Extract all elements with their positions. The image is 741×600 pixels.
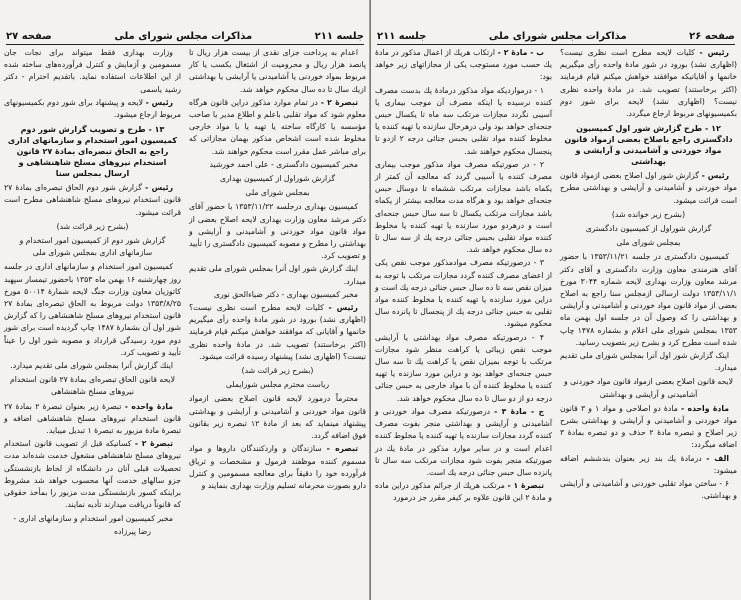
paragraph xyxy=(375,257,552,330)
block-text: اینک گزارش شور اول آنرا بمجلس شورای ملی تقدیم میدارد. xyxy=(560,351,737,373)
block-text: ریاست محترم مجلس شورایملی xyxy=(225,380,330,390)
block-text: کلیات لایحه مطرح است نظری نیست؟ (اظهاری نشد) بورود در شور مادهٔ واحده رأی میگیریم خانمها و آقایانیکه موافقند خواهش میکنم قیام فرمایند (اکثر برخاستند) تصویب شد. در مادهٔ واحده نظری نیست؟ (اظهاری نشد) لایحه برای شور دوم بکمیسیونهای مربوط ارجاع میگردد. xyxy=(560,48,737,119)
page-27 xyxy=(0,0,370,600)
block-text: گزارش شور دوم از کمیسیون امور استخدام و سازمانهای اداری بمجلس شورای ملی xyxy=(19,236,166,258)
block-text: ۱۲ - طرح گزارش شور اول کمیسیون دادگستری راجع باصلاح بعضی ازمواد قانون مواد خوردنی و آشامیدنی و آرایشی و بهداشتی xyxy=(564,124,733,167)
block-text: گزارش شور دوم الحاق تبصره‌ای بمادهٔ ۲۷ قانون استخدام نیروهای مسلح شاهنشاهی مطرح است قرائت میشود. xyxy=(4,183,181,217)
block-text: ۲ - در صورتیکه مصرف مواد مذکور موجب بیماری مصرف کننده یا آسیبی گردد که معالجه آن کمتر از یکماه باشد مجازات مرتکب ششماه تا دوسال حبس جنحه‌ای خواهد بود و هرگاه مدت معالجه بیشتر از یکماه باشد مجازات مرتکب یکسال تا سه سال حبس جنحه‌ای است و درهردو مورد سازنده یا تهیه کننده یا مخلوط کننده مواد تقلبی بحبس جنائی درجه یك از سه سال تا ده سال محکوم خواهد شد. xyxy=(375,159,552,255)
page-header xyxy=(377,26,735,45)
speaker-or-clause-label: مادهٔ واحده - xyxy=(680,403,729,413)
page-number: صفحه ۲۶ xyxy=(689,31,735,42)
centered-caption xyxy=(4,221,181,233)
paragraph xyxy=(4,261,181,359)
paragraph xyxy=(4,47,181,96)
centered-caption xyxy=(189,187,366,199)
block-text: (بشرح زیر خوانده شد) xyxy=(611,209,686,219)
block-text: درمادهٔ یك بند زیر بعنوان بندششم اضافه میشود: xyxy=(560,453,737,475)
centered-caption xyxy=(560,223,737,235)
speaker-or-clause-label: تبصرهٔ ۲ - xyxy=(134,439,173,449)
block-text: سازندگان و واردکنندگان داروها و مواد مسموم کننده موظفند فرمول و مشخصات و تریاق فرآورده خود را دقیقاً برای معالجه مسمومین و کنترل دارو بصورت محرمانه تسلیم وزارت بهداری بنمایند و xyxy=(189,444,366,490)
block-text: درصورتیکه مصرف مواد خوردنی و آشامیدنی و آرایشی و بهداشتی منجر بفوت مصرف کننده گردد مجازات سازنده یا تهیه کننده یا مخلوط کننده اعدام است و در سایر موارد مذکور در مادهٔ یك در صورتیکه منجر بفوت شود مجازات مرتکب سه سال تا پانزده سال حبس جنائی درجه یك است. xyxy=(375,406,552,477)
speaker-or-clause-label: مادهٔ واحده - xyxy=(124,401,173,411)
page-26 xyxy=(371,0,741,600)
block-text: اینك گزارش آنرا بمجلس شورای ملی تقدیم میدارد. xyxy=(10,361,173,371)
speaker-or-clause-label: تبصره - xyxy=(326,444,358,454)
block-text: گزارش شوراول از کمیسیون بهداری xyxy=(219,174,336,184)
paragraph xyxy=(4,438,181,511)
block-text: رضا پیرزاده xyxy=(113,526,151,536)
centered-caption xyxy=(189,379,366,391)
block-text: (بشرح زیر قرائت شد) xyxy=(241,366,314,376)
paragraph xyxy=(189,289,366,301)
session-number: جلسه ۲۱۱ xyxy=(314,31,364,42)
section-heading xyxy=(7,124,178,179)
paragraph xyxy=(189,201,366,262)
block-text: تبصرهٔ زیر بعنوان تبصرهٔ ۲ بمادهٔ ۲۷ قانون استخدام نیروهای مسلح شاهنشاهی اضافه و تبصرهٔ مادهٔ مزبور به تبصرهٔ ۱ تبدیل میباید. xyxy=(4,401,181,436)
paragraph xyxy=(375,47,552,84)
running-title: مذاکرات مجلس شورای ملی xyxy=(114,31,253,42)
section-heading xyxy=(563,123,734,167)
speaker-or-clause-label: تبصرهٔ ۲ - xyxy=(320,97,358,107)
centered-caption xyxy=(560,237,737,249)
centered-caption xyxy=(189,173,366,185)
paragraph xyxy=(189,263,366,287)
block-text: کلیات لایحه مطرح است نظری نیست؟ (اظهاری نشد) بورود در شور مادهٔ واحده رأی میگیریم خانمها و آقایانی که موافقند خواهش میکنم قیام فرمایند (اکثر برخاستند) تصویب شد. در مادهٔ واحده نظری نیست؟ (اظهاری نشد) پیشنهاد رسیده قرائت میشود. xyxy=(189,303,366,361)
block-text: مخبر کمیسیون دادگستری - علی احمد خورشید xyxy=(209,159,358,169)
block-text: وزارت بهداری فقط میتواند برای نجات جان مسمومین و آزمایش و کنترل فرآورده‌های ساخته شده از این اطلاعات استفاده نماید. باتقدیم احترام - دکتر رشید یاسمی xyxy=(4,48,181,94)
block-text: ۶ - ساختن مواد تقلبی خوردنی و آشامیدنی و آرایشی و بهداشتی. xyxy=(560,479,737,501)
paragraph xyxy=(189,159,366,171)
block-text: لایحه قانون اصلاح بعضی ازمواد قانون مواد خوردنی و آشامیدنی و آرایشی و بهداشتی xyxy=(563,377,734,399)
paragraph xyxy=(560,251,737,349)
speaker-or-clause-label: رئیس - xyxy=(328,303,358,313)
paragraph xyxy=(4,360,181,372)
block-text: کمیسیون بهداری درجلسه ۱۳۵۳/۱۱/۲۲ با حضور آقای دکتر مرشد معاون وزارت بهداری لایحه اصلاح بعضی از مواد قانون مواد خوردنی و آشامیدنی و آرایشی و بهداشتی را مطرح و مصوبه کمیسیون دادگستری را تأیید و تصویب کرد. xyxy=(189,202,366,261)
block-text: کمیسیون دادگستری در جلسه ۱۳۵۳/۱۱/۲۱ با حضور آقای هنرمندی معاون وزارت دادگستری و آقای دکتر مرشد معاون وزارت بهداری لایحه شماره ۳۰۴۴ مورخ ۱۳۵۳/۱۱/۱ دولت ارسالی ازمجلس سنا راجع به اصلاح بعضی از مواد قانون مواد خوردنی و آشامیدنی و آرایشی و بهداشتی را که وصول آن در جلسه اول بهمن ماه ۱۳۵۳ بمجلس شورای ملی اعلام و بشماره ۱۴۷۸ چاپ شده است مطرح کرد و بشرح زیر بتصویب رسانید. xyxy=(560,252,737,347)
paragraph xyxy=(560,453,737,477)
centered-caption xyxy=(560,209,737,221)
block-text: در تمام موارد مذکور دراین قانون هرگاه معلوم شود که مواد تقلبی باعلم و اطلاع مدیر یا صاحب مؤسسه یا کارگاه ساخته یا تهیه یا با مواد خارجی مخلوط شده است اشخاص مذکور بهمان مجازاتی که برای مباشر عمل مقرر است محکوم خواهند شد. xyxy=(189,97,366,156)
paragraph xyxy=(560,47,737,120)
speaker-or-clause-label: رئیس - xyxy=(701,171,730,181)
block-text: مخبر کمیسیون امور استخدام و سازمانهای اداری - xyxy=(13,513,173,523)
block-text: لایحه و پیشنهاد برای شور دوم بکمیسیونهای مربوط ارجاع میشود. xyxy=(4,97,181,120)
speaker-or-clause-label: الف - xyxy=(706,453,729,463)
speaker-or-clause-label: تبصرهٔ ۱ - xyxy=(507,481,544,491)
block-text: کمیسیون امور استخدام و سازمانهای اداری در جلسه روز چهارشنبه ۱۶ بهمن ماه ۱۳۵۳ باحضور تیمسار سپهبد کاتوزیان معاون وزارت جنگ لایحه شمارهٔ ۵۰۰۱۴ مورخ ۱۳۵۳/۸/۲۵ دولت مربوط به الحاق تبصره‌ای بمادهٔ ۲۷ قانون استخدام نیروهای مسلح شاهنشاهی را که گزارش شور اول آن بشمارهٔ ۱۴۸۷ چاپ گردیده است برای شور دوم مورد رسیدگی قرارداد و مصوبه شور اول را عیناً تأیید و تصویب کرد. xyxy=(4,262,181,357)
column-left xyxy=(4,47,181,539)
block-text: لایحه قانون الحاق تبصره‌ای بمادهٔ ۲۷ قانون استخدام نیروهای مسلح شاهنشاهی xyxy=(10,375,175,397)
paragraph xyxy=(560,170,737,207)
centered-caption xyxy=(4,374,181,398)
paragraph xyxy=(375,159,552,257)
page-columns xyxy=(375,47,737,506)
paragraph xyxy=(560,478,737,502)
signature-name xyxy=(4,526,181,538)
column-right xyxy=(189,47,366,539)
paragraph xyxy=(375,332,552,405)
speaker-or-clause-label: رئیس - xyxy=(145,183,173,193)
block-text: ارتکاب هریك از اعمال مذکور در مادهٔ یك حسب مورد مستوجب یکی از مجازاتهای زیر خواهد بود: xyxy=(375,48,552,82)
block-text: کسانیکه قبل از تصویب قانون استخدام نیروهای مسلح شاهنشاهی مشغول خدمت شده‌اند مدت تحصیلات قبلی آنان در دانشگاه از لحاظ بازنشستگی جزو سالهای خدمت آنها محسوب خواهد شد مشروط براینکه کسور بازنشستگی مدت مزبور را بمأخذ حقوقی که قانوناً دریافت میدارند تأدیه نمایند. xyxy=(4,439,181,510)
block-text: مادهٔ دو اصلاحی و مواد ۱ و ۳ قانون مواد خوردنی و آشامیدنی و آرایشی و بهداشتی بشرح زیر اصلاح و تبصره مادهٔ ۲ حذف و دو تبصره بمادهٔ ۳ اضافه میگردد: xyxy=(560,403,737,450)
column-right xyxy=(560,47,737,506)
page-columns xyxy=(4,47,366,539)
block-text: گزارش شور اول اصلاح بعضی ازمواد قانون مواد خوردنی و آشامیدنی و آرایشی و بهداشتی مطرح است قرائت میشود. xyxy=(560,171,737,205)
speaker-or-clause-label: رئیس - xyxy=(699,48,729,57)
block-text: (بشرح زیر قرائت شد) xyxy=(56,221,129,231)
speaker-or-clause-label: رئیس - xyxy=(145,97,174,107)
paragraph xyxy=(560,350,737,374)
speaker-or-clause-label: ج - مادهٔ ۳ - xyxy=(494,406,544,416)
paragraph xyxy=(189,393,366,442)
paragraph xyxy=(375,480,552,504)
block-text: بمجلس شورای ملی xyxy=(245,188,310,198)
paragraph xyxy=(560,403,737,452)
paragraph xyxy=(4,513,181,525)
paragraph xyxy=(189,97,366,158)
paragraph xyxy=(375,85,552,158)
block-text: ۴ - درصورتیکه مصرف مواد بهداشتی یا آرایشی موجب نقص زیبائی یا کراهت منظر شود مجازات مرتکب با توجه بمیزان نقص یا کراهت یك تا سه سال حبس جنحه‌ای خواهد بود و دراین مورد سازنده یا تهیه کننده یا مخلوط کننده آن با مواد خارجی به حبس جنائی درجه دو از دو سال تا ده سال محکوم خواهد شد. xyxy=(375,332,552,403)
centered-caption xyxy=(4,235,181,259)
paragraph xyxy=(4,401,181,438)
centered-caption xyxy=(560,376,737,400)
running-title: مذاکرات مجلس شورای ملی xyxy=(488,31,627,42)
block-text: ۳ - درصورتیکه مصرف موادمذکور موجب نقص یکی از اعضای مصرف کننده گردد مجازات مرتکب با توجه به میزان نقص سه تا ده سال حبس جنائی درجه یك است و دراین مورد سازنده یا تهیه کننده یا مخلوط کننده مواد تقلبی به حبس جنائی درجه یك از پنجسال تا پانزده سال محکوم میشود. xyxy=(375,258,552,329)
block-text: اینك گزارش شور اول آنرا بمجلس شورای ملی تقدیم میدارد. xyxy=(189,264,366,286)
page-number: صفحه ۲۷ xyxy=(6,31,52,42)
paragraph xyxy=(189,47,366,96)
paragraph xyxy=(4,182,181,219)
speaker-or-clause-label: ب - مادهٔ ۲ - xyxy=(497,48,545,57)
block-text: ۱ - درمواردیکه مواد مذکور درمادهٔ یك بدست مصرف کننده نرسیده یا اینکه مصرف آن موجب بیماری یا آسیبی نگردد مجازات مرتکب سه ماه تا یکسال حبس جنحه‌ای خواهد بود ولی درهرحال سازنده یا تهیه کننده یا مخلوط کننده مواد تقلبی بحبس جنائی درجه ۲ ازدو تا پنجسال محکوم خواهند شد. xyxy=(375,85,552,156)
block-text: اعدام به پرداخت جزای نقدی از بیست هزار ریال تا پانصد هزار ریال و محرومیت از اشتغال بکسب یا کار مربوط بمواد خوردنی یا آشامیدنی یا آرایشی یا بهداشتی ازیك سال تا ده سال محکوم خواهد شد. xyxy=(189,48,366,94)
block-text: گزارش شوراول از کمیسیون دادگستری xyxy=(585,224,712,234)
column-left xyxy=(375,47,552,506)
block-text: بمجلس شورای ملی xyxy=(616,238,681,248)
block-text: محترماً درمورد لایحه قانون اصلاح بعضی ازمواد قانون مواد خوردنی و آشامیدنی و آرایشی و بهداشتی پیشنهاد مینماید که بعد از مادهٔ ۱۲ تبصره زیر بقانون فوق اضافه گردد. xyxy=(189,394,366,441)
block-text: مخبر کمیسیون بهداری - دکتر ضیاءالحق نوری xyxy=(213,289,358,299)
paragraph xyxy=(4,97,181,121)
block-text: ۱۳ - طرح و تصویب گزارش شور دوم کمیسیون امور استخدام و سازمانهای اداری راجع به الحاق تبصره‌ای بمادهٔ ۲۷ قانون استخدام نیروهای مسلح شاهنشاهی و ارسال بمجلس سنا xyxy=(7,125,178,179)
block-text: مرتکب هریك از جرائم مذکور دراین ماده و مادهٔ ۲ این قانون علاوه بر کیفر مقرر جز درمورد xyxy=(375,481,552,503)
paragraph xyxy=(375,406,552,479)
page-header xyxy=(6,26,364,45)
paragraph xyxy=(189,302,366,363)
session-number: جلسه ۲۱۱ xyxy=(377,31,427,42)
paragraph xyxy=(189,443,366,492)
centered-caption xyxy=(189,365,366,377)
